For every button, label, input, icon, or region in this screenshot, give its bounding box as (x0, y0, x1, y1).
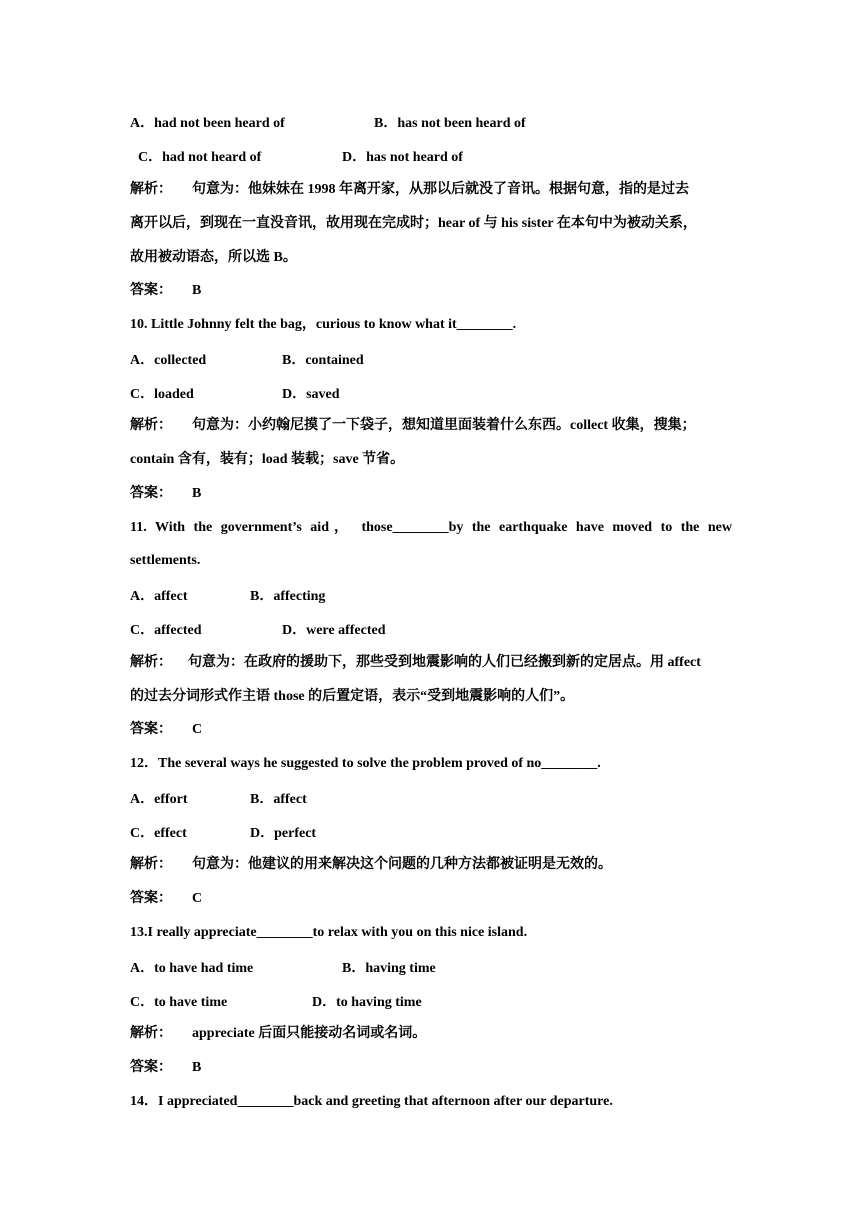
answer-label: 答案： (130, 283, 172, 298)
q13-answer (130, 1058, 201, 1078)
q9-option-c: C．had not heard of (138, 150, 262, 165)
answer-label: 答案： (130, 1060, 172, 1075)
q13-option-a: A．to have had time (130, 961, 254, 976)
answer-label: 答案： (130, 486, 172, 501)
q11-option-d: D．were affected (282, 623, 386, 638)
analysis-label: 解析： (130, 418, 172, 433)
q9-answer (130, 281, 201, 301)
q10-option-a: A．collected (130, 353, 207, 368)
q9-analysis-line-1 (130, 180, 689, 200)
q9-analysis-line-2: 离开以后，到现在一直没音讯，故用现在完成时；hear of 与 his sister 在本句中为被动关系， (130, 216, 697, 231)
q11-stem-line-2: settlements. (130, 553, 201, 568)
analysis-label: 解析： (130, 857, 172, 872)
analysis-label: 解析： (130, 1026, 172, 1041)
q12-option-c: C．effect (130, 826, 187, 841)
q12-stem: 12．The several ways he suggested to solve the problem proved of no________. (130, 756, 601, 771)
analysis-text: 句意为：小约翰尼摸了一下袋子，想知道里面装着什么东西。collect 收集，搜集； (192, 418, 696, 433)
q10-stem: 10. Little Johnny felt the bag，curious to know what it________. (130, 317, 517, 332)
answer-label: 答案： (130, 891, 172, 906)
answer-value: B (192, 1060, 202, 1075)
answer-value: C (192, 891, 203, 906)
q13-option-d: D．to having time (312, 995, 422, 1010)
answer-value: B (192, 486, 202, 501)
q9-option-a: A．had not been heard of (130, 116, 285, 131)
q12-option-d: D．perfect (250, 826, 317, 841)
q11-stem-line-1: 11. With the government’s aid， those________by the earthquake have moved to the new (130, 520, 732, 535)
q13-analysis-line-1 (130, 1024, 426, 1044)
analysis-text: 句意为：他妹妹在 1998 年离开家，从那以后就没了音讯。根据句意，指的是过去 (192, 182, 689, 197)
analysis-label: 解析： (130, 182, 172, 197)
q10-option-b: B．contained (282, 353, 364, 368)
q9-option-b: B．has not been heard of (374, 116, 526, 131)
q11-analysis-line-1 (130, 653, 701, 673)
q13-option-c: C．to have time (130, 995, 228, 1010)
q13-option-b: B．having time (342, 961, 436, 976)
q12-option-a: A．effort (130, 792, 188, 807)
q10-option-c: C．loaded (130, 387, 194, 402)
q9-analysis-line-3: 故用被动语态，所以选 B。 (130, 250, 297, 265)
analysis-text: 句意为：他建议的用来解决这个问题的几种方法都被证明是无效的。 (192, 857, 612, 872)
q10-option-d: D．saved (282, 387, 340, 402)
analysis-text: appreciate 后面只能接动名词或名词。 (192, 1026, 427, 1041)
q13-stem: 13.I really appreciate________to relax with you on this nice island. (130, 925, 528, 940)
q11-answer (130, 720, 202, 740)
answer-value: C (192, 722, 203, 737)
q10-analysis-line-1 (130, 416, 696, 436)
q11-option-b: B．affecting (250, 589, 326, 604)
q12-option-b: B．affect (250, 792, 307, 807)
q9-option-d: D．has not heard of (342, 150, 463, 165)
q11-option-a: A．affect (130, 589, 188, 604)
q12-answer (130, 889, 202, 909)
analysis-label: 解析： (130, 655, 172, 670)
q11-option-c: C．affected (130, 623, 202, 638)
analysis-text: 句意为：在政府的援助下，那些受到地震影响的人们已经搬到新的定居点。用 affect (188, 655, 701, 670)
answer-value: B (192, 283, 202, 298)
q12-analysis-line-1 (130, 855, 612, 875)
q10-analysis-line-2: contain 含有，装有；load 装载；save 节省。 (130, 452, 405, 467)
q10-answer (130, 484, 201, 504)
q14-stem: 14．I appreciated________back and greeting that afternoon after our departure. (130, 1094, 613, 1109)
q11-analysis-line-2: 的过去分词形式作主语 those 的后置定语，表示“受到地震影响的人们”。 (130, 689, 575, 704)
answer-label: 答案： (130, 722, 172, 737)
